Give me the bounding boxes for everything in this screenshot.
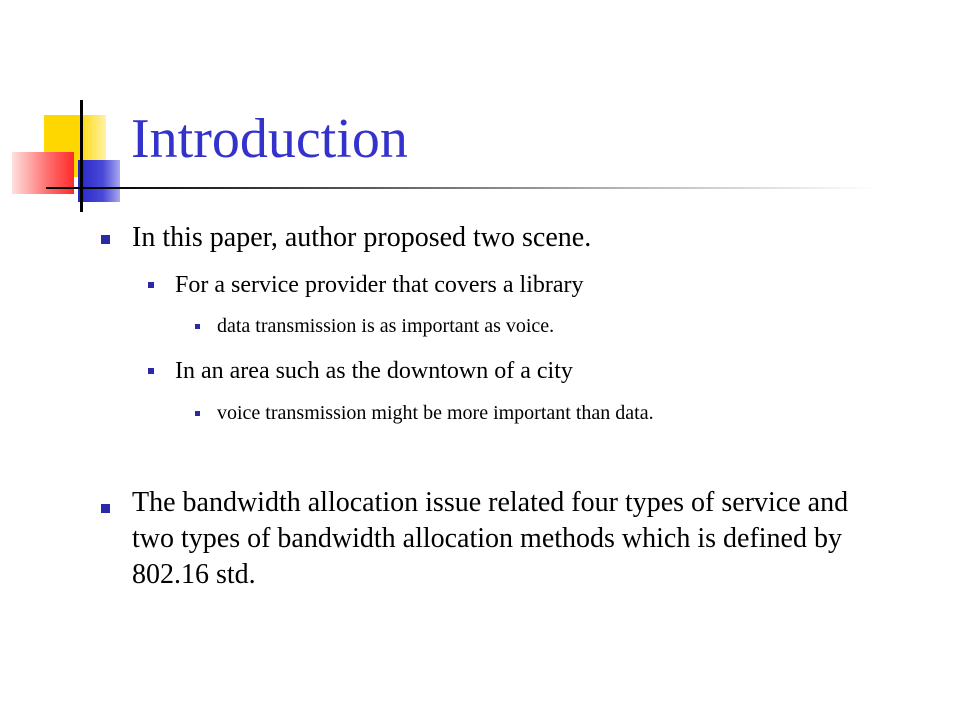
square-bullet-icon [195, 324, 200, 329]
bullet-text: In this paper, author proposed two scene. [132, 222, 592, 253]
square-bullet-icon [101, 235, 110, 244]
slide-title: Introduction [131, 108, 408, 170]
square-bullet-icon [195, 411, 200, 416]
bullet-item [132, 222, 591, 254]
sub-bullet-item [175, 357, 573, 385]
logo-horizontal-line [46, 187, 96, 189]
sub-sub-bullet-text: data transmission is as important as voice. [217, 315, 555, 337]
sub-bullet-text: In an area such as the downtown of a city [175, 358, 573, 384]
bullet-text: The bandwidth allocation issue related four types of service and two types of bandwidth allocation methods which is defined by 802.16 std. [132, 487, 849, 590]
square-bullet-icon [148, 368, 154, 374]
sub-sub-bullet-item [217, 314, 554, 338]
logo-blue-square [78, 160, 120, 202]
bullet-item [132, 485, 852, 593]
sub-bullet-item [175, 271, 584, 299]
sub-sub-bullet-item [217, 401, 654, 425]
sub-sub-bullet-text: voice transmission might be more important than data. [217, 402, 654, 424]
square-bullet-icon [148, 282, 154, 288]
title-underline [96, 187, 876, 189]
sub-bullet-text: For a service provider that covers a library [175, 272, 584, 298]
square-bullet-icon [101, 504, 110, 513]
logo-vertical-line [80, 100, 83, 212]
